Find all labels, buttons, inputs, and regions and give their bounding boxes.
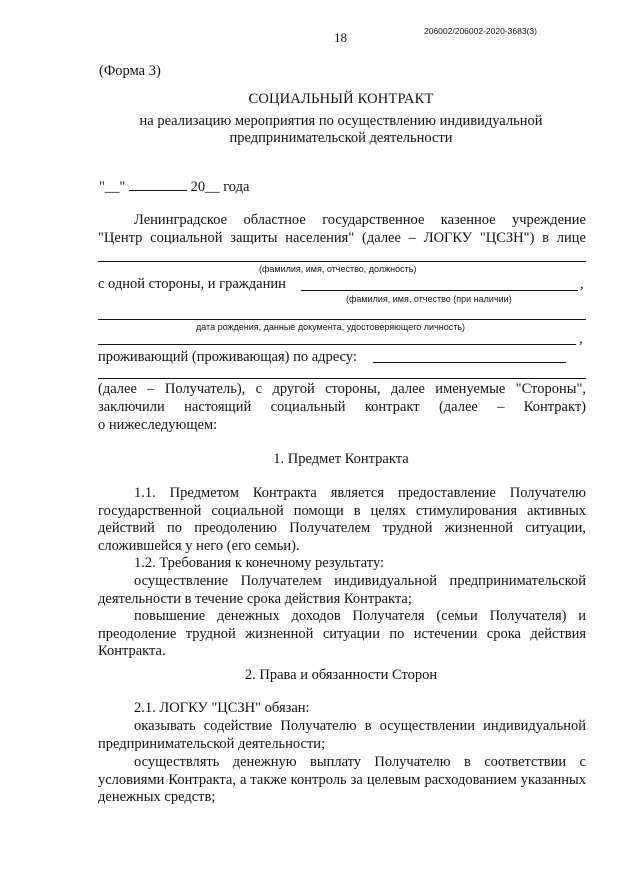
identity-comma: , [579,331,583,347]
citizen-name-line [301,290,578,291]
section1-p2: 1.2. Требования к конечному результату: [134,555,385,571]
year-prefix: 20 [190,179,206,195]
side-text: с одной стороны, и гражданин [98,276,286,292]
contract-subtitle-line1: на реализацию мероприятия по осуществлению индивидуальной [139,113,543,129]
form-label: (Форма 3) [99,63,161,79]
day-blank: __ [104,179,120,195]
section1-heading: 1. Предмет Контракта [273,451,409,467]
address-line [373,362,566,363]
person-name-line [98,261,586,262]
quote-open: " [99,179,105,195]
contract-title: СОЦИАЛЬНЫЙ КОНТРАКТ [248,91,434,107]
section1-p4: повышение денежных доходов Получателя (семьи Получателя) и преодоление трудной жизненной ситуации по истечении срока действия Контракта. [98,608,586,659]
identity-caption: дата рождения, данные документа, удостоверяющего личность) [196,322,466,332]
quote-close: " [119,179,126,195]
section2-p3: осуществлять денежную выплату Получателю в соответствии с условиями Контракта, а также контроль за целевым расходованием указанных денежных средств; [98,754,586,805]
identity-line-2 [98,344,576,345]
intro-line2: "Центр социальной защиты населения" (далее – ЛОГКУ "ЦСЗН") в лице [98,230,586,246]
section2-heading: 2. Права и обязанности Сторон [244,667,438,683]
parties-line2: заключили настоящий социальный контракт (далее – Контракт) [98,399,586,415]
document-id: 206002/206002-2020-3683(3) [424,26,537,36]
person-name-caption: (фамилия, имя, отчество, должность) [259,264,417,274]
year-blank: __ [205,179,220,195]
citizen-name-caption: (фамилия, имя, отчество (при наличии) [346,294,512,304]
contract-subtitle-line2: предпринимательской деятельности [229,130,453,146]
month-blank [129,178,187,191]
page-number: 18 [334,30,347,45]
section1-p1: 1.1. Предметом Контракта является предоставление Получателю государственной социальной помощи в целях стимулирования активных действий по преодолению Получателем трудной жизненной ситуации, сложившейся у него (его семьи). [98,485,586,554]
year-word: года [223,179,250,195]
side-comma: , [580,276,584,292]
residing-text: проживающий (проживающая) по адресу: [98,349,357,365]
intro-line1: Ленинградское областное государственное казенное учреждение [134,212,586,228]
date-line [99,178,249,196]
section2-p1: 2.1. ЛОГКУ "ЦСЗН" обязан: [134,700,310,716]
parties-line3: о нижеследующем: [98,417,218,433]
parties-line1: (далее – Получатель), с другой стороны, далее именуемые "Стороны", [98,381,586,397]
identity-line [98,319,586,320]
address-line-2 [98,378,586,379]
section1-p3: осуществление Получателем индивидуальной предпринимательской деятельности в течение срока действия Контракта; [98,573,586,607]
section2-p2: оказывать содействие Получателю в осуществлении индивидуальной предпринимательской деятельности; [98,718,586,752]
